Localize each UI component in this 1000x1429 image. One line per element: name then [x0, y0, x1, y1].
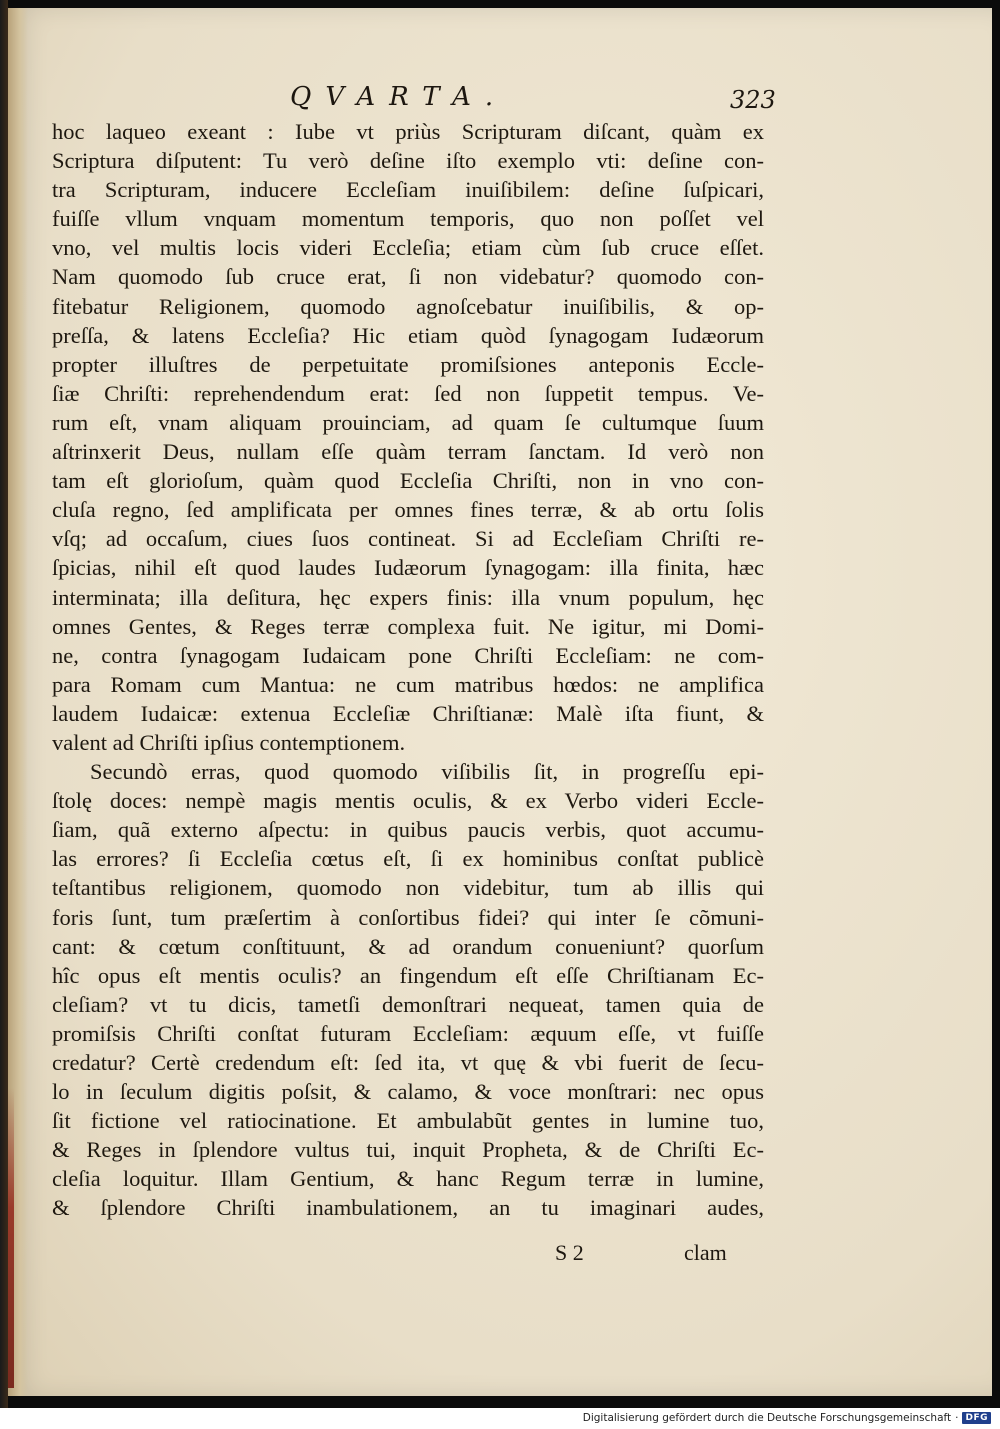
text-line: ſpicias, nihil eſt quod laudes Iudæorum ſynagogam: illa finita, hæc [52, 555, 764, 581]
text-line: propter illuſtres de perpetuitate promiſsiones anteponis Eccle- [52, 351, 764, 377]
running-head: QVARTA. [290, 82, 508, 112]
text-line: lo in ſeculum digitis poſsit, & calamo, & voce monſtrari: nec opus [52, 1079, 764, 1105]
text-line: valent ad Chriſti ipſius contemptionem. [52, 729, 406, 755]
text-line: vſq; ad occaſum, ciues ſuos contineat. Si ad Eccleſiam Chriſti re- [52, 526, 764, 552]
text-line: aſtrinxerit Deus, nullam eſſe quàm terram ſanctam. Id verò non [52, 439, 764, 465]
text-line: vno, vel multis locis videri Eccleſia; etiam cùm ſub cruce eſſet. [52, 235, 764, 261]
text-line: cant: & cœtum conſtituunt, & ad orandum conueniunt? quorſum [52, 933, 764, 959]
text-line: fuiſſe vllum vnquam momentum temporis, quo non poſſet vel [52, 206, 764, 232]
text-line: & ſplendore Chriſti inambulationem, an tu imaginari audes, [52, 1195, 764, 1221]
text-line: & Reges in ſplendore vultus tui, inquit Propheta, & de Chriſti Ec- [52, 1137, 764, 1163]
text-line: promiſsis Chriſti conſtat futuram Eccleſiam: æquum eſſe, vt fuiſſe [52, 1020, 764, 1046]
dfg-logo: DFG [962, 1412, 991, 1424]
text-line: preſſa, & latens Eccleſia? Hic etiam quòd ſynagogam Iudæorum [52, 322, 764, 348]
text-line: para Romam cum Mantua: ne cum matribus hœdos: ne amplifica [52, 671, 764, 697]
text-line: rum eſt, vnam aliquam prouinciam, ad quam ſe cultumque ſuum [52, 409, 764, 435]
text-line: Nam quomodo ſub cruce erat, ſi non videbatur? quomodo con- [52, 264, 764, 290]
text-line: tam eſt glorioſum, quàm quod Eccleſia Chriſti, non in vno con- [52, 468, 764, 494]
book-spine [0, 0, 8, 1408]
text-line: cleſia loquitur. Illam Gentium, & hanc Regum terræ in lumine, [52, 1166, 764, 1192]
text-line: hoc laqueo exeant : Iube vt priùs Scripturam diſcant, quàm ex [52, 119, 764, 144]
text-line: hîc opus eſt mentis oculis? an fingendum eſt eſſe Chriſtianam Ec- [52, 962, 764, 988]
catchword: clam [684, 1240, 727, 1265]
text-line: teſtantibus religionem, quomodo non videbitur, tum ab illis qui [52, 875, 764, 901]
text-line: cleſiam? vt tu dicis, tametſi demonſtrari nequeat, tamen quia de [52, 991, 764, 1017]
text-line: ſiæ Chriſti: reprehendendum erat: ſed non ſuppetit tempus. Ve- [52, 380, 764, 406]
text-line: fitebatur Religionem, quomodo agnoſcebatur inuiſibilis, & op- [52, 293, 764, 319]
text-line: cluſa regno, ſed amplificata per omnes fines terræ, & ab ortu ſolis [52, 497, 764, 523]
text-line: ne, contra ſynagogam Iudaicam pone Chriſti Eccleſiam: ne com- [52, 642, 764, 668]
text-line: omnes Gentes, & Reges terræ complexa fuit. Ne igitur, mi Domi- [52, 613, 764, 639]
text-line: ſtolę doces: nempè magis mentis oculis, & ex Verbo videri Eccle- [52, 788, 764, 814]
page-number: 323 [730, 86, 776, 114]
text-line: interminata; illa deſitura, hęc expers finis: illa vnum populum, hęc [52, 584, 764, 610]
text-line: ſit fictione vel ratiocinatione. Et ambulabũt gentes in lumine tuo, [52, 1108, 764, 1134]
text-line: foris ſunt, tum præſertim à conſortibus fidei? qui inter ſe cõmuni- [52, 904, 764, 930]
footer-separator: · [955, 1412, 959, 1424]
text-line: Secundò erras, quod quomodo viſibilis ſit, in progreſſu epi- [90, 759, 764, 785]
footer-credit: Digitalisierung gefördert durch die Deutsche Forschungsgemeinschaft [582, 1412, 952, 1424]
text-line: las errores? ſi Eccleſia cœtus eſt, ſi ex hominibus conſtat publicè [52, 846, 764, 872]
page-red-edge [8, 1088, 14, 1388]
text-line: tra Scripturam, inducere Eccleſiam inuiſibilem: deſine ſuſpicari, [52, 177, 764, 203]
text-line: laudem Iudaicæ: extenua Eccleſiæ Chriſtianæ: Malè iſta fiunt, & [52, 700, 764, 726]
body-text [52, 117, 764, 1223]
digitization-footer [583, 1410, 991, 1426]
text-line: ſiam, quã externo aſpectu: in quibus paucis verbis, quot accumu- [52, 817, 764, 843]
text-line: Scriptura diſputent: Tu verò deſine iſto exemplo vti: deſine con- [52, 148, 764, 174]
signature-mark: S 2 [555, 1240, 584, 1265]
text-line: credatur? Certè credendum eſt: ſed ita, vt quę & vbi fuerit de ſecu- [52, 1050, 764, 1075]
